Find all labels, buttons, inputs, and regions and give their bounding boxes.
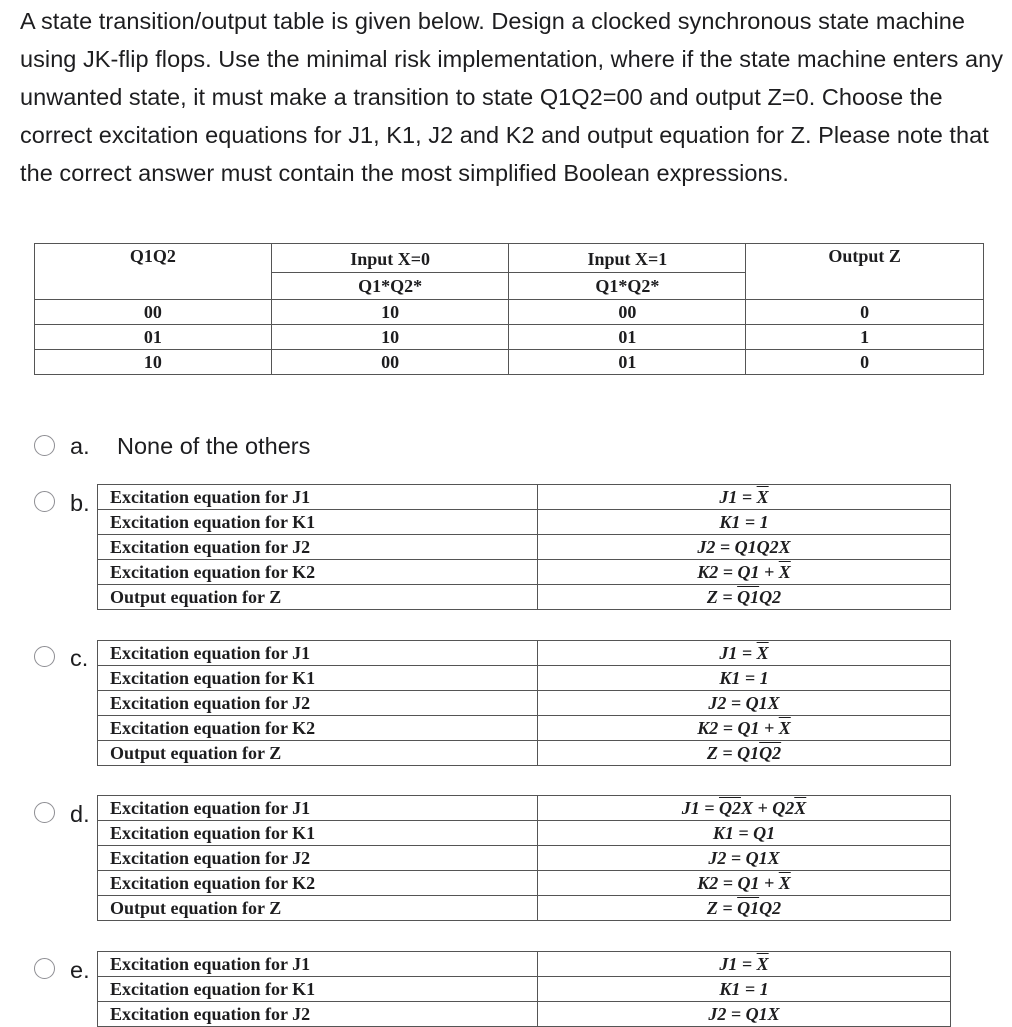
subheader-next-state-x1: Q1*Q2* bbox=[509, 273, 746, 300]
table-row bbox=[98, 821, 951, 846]
radio-button-e[interactable] bbox=[34, 958, 55, 979]
header-output-z: Output Z bbox=[746, 244, 984, 273]
table-row bbox=[98, 977, 951, 1002]
header-input-x0: Input X=0 bbox=[271, 244, 509, 273]
equation-label: Excitation equation for K1 bbox=[98, 666, 538, 691]
radio-button-b[interactable] bbox=[34, 491, 55, 512]
equation-label: Excitation equation for J2 bbox=[98, 1002, 538, 1027]
option-c-equation-table bbox=[97, 640, 951, 766]
table-row bbox=[98, 1002, 951, 1027]
table-row bbox=[98, 871, 951, 896]
radio-button-d[interactable] bbox=[34, 802, 55, 823]
option-d-equation-table bbox=[97, 795, 951, 921]
table-cell: 10 bbox=[271, 325, 509, 350]
table-cell: 01 bbox=[35, 325, 272, 350]
table-row bbox=[98, 485, 951, 510]
equation-label: Excitation equation for K2 bbox=[98, 871, 538, 896]
table-row bbox=[98, 641, 951, 666]
table-row bbox=[98, 510, 951, 535]
equation-k1: K1 = 1 bbox=[538, 977, 951, 1002]
equation-k1: K1 = 1 bbox=[538, 510, 951, 535]
table-row bbox=[98, 716, 951, 741]
equation-k2: $K2 = Q1 + \overline{X}$ bbox=[538, 560, 951, 585]
equation-j2: J2 = Q1X bbox=[538, 846, 951, 871]
equation-label: Excitation equation for J1 bbox=[98, 796, 538, 821]
option-letter: a. bbox=[70, 433, 90, 459]
equation-j1: $J1 = \overline{X}$ bbox=[538, 485, 951, 510]
equation-label: Excitation equation for J2 bbox=[98, 535, 538, 560]
equation-label: Excitation equation for J1 bbox=[98, 952, 538, 977]
equation-label: Output equation for Z bbox=[98, 585, 538, 610]
table-cell: 00 bbox=[509, 300, 746, 325]
table-row bbox=[98, 741, 951, 766]
table-row bbox=[98, 846, 951, 871]
table-row bbox=[98, 952, 951, 977]
subheader-next-state-x0: Q1*Q2* bbox=[271, 273, 509, 300]
equation-label: Excitation equation for J1 bbox=[98, 485, 538, 510]
radio-button-c[interactable] bbox=[34, 646, 55, 667]
table-row bbox=[98, 535, 951, 560]
table-cell: 00 bbox=[271, 350, 509, 375]
equation-label: Excitation equation for K1 bbox=[98, 821, 538, 846]
equation-j2: J2 = Q1X bbox=[538, 691, 951, 716]
table-cell: 01 bbox=[509, 325, 746, 350]
equation-z: Z = Q1Q2 bbox=[538, 741, 951, 766]
state-transition-table bbox=[34, 243, 984, 375]
option-e-equation-table bbox=[97, 951, 951, 1027]
table-row bbox=[98, 691, 951, 716]
table-cell: 10 bbox=[271, 300, 509, 325]
equation-label: Excitation equation for K2 bbox=[98, 716, 538, 741]
equation-j1: $J1 = \overline{X}$ bbox=[538, 952, 951, 977]
question-text: A state transition/output table is given below. Design a clocked synchronous state machine using JK-flip flops. Use the minimal risk implementation, where if the state machine enters any unwanted state, it must make a transition to state Q1Q2=00 and output Z=0. Choose the correct excitation equations for J1, K1, J2 and K2 and output equation for Z. Please note that the correct answer must contain the most simplified Boolean expressions. bbox=[20, 8, 1004, 186]
option-a-text: None of the others bbox=[117, 433, 311, 459]
option-letter: b. bbox=[70, 490, 90, 516]
equation-label: Excitation equation for J1 bbox=[98, 641, 538, 666]
equation-label: Excitation equation for K1 bbox=[98, 977, 538, 1002]
table-row bbox=[98, 796, 951, 821]
equation-label: Excitation equation for J2 bbox=[98, 691, 538, 716]
equation-j1: $J1 = Q2X + Q2\overline{X}$ bbox=[538, 796, 951, 821]
table-row bbox=[35, 325, 984, 350]
table-row bbox=[35, 300, 984, 325]
equation-k1: K1 = 1 bbox=[538, 666, 951, 691]
equation-k2: $K2 = Q1 + \overline{X}$ bbox=[538, 871, 951, 896]
equation-j1: $J1 = \overline{X}$ bbox=[538, 641, 951, 666]
equation-k2: $K2 = Q1 + \overline{X}$ bbox=[538, 716, 951, 741]
option-letter: e. bbox=[70, 957, 90, 983]
equation-label: Excitation equation for J2 bbox=[98, 846, 538, 871]
equation-j2: J2 = Q1X bbox=[538, 1002, 951, 1027]
table-cell: 10 bbox=[35, 350, 272, 375]
equation-j2: J2 = Q1Q2X bbox=[538, 535, 951, 560]
equation-label: Output equation for Z bbox=[98, 741, 538, 766]
table-row bbox=[98, 560, 951, 585]
equation-k1: K1 = Q1 bbox=[538, 821, 951, 846]
table-cell: 0 bbox=[746, 350, 984, 375]
table-cell: 0 bbox=[746, 300, 984, 325]
table-row bbox=[35, 350, 984, 375]
equation-label: Excitation equation for K1 bbox=[98, 510, 538, 535]
table-cell: 1 bbox=[746, 325, 984, 350]
equation-label: Excitation equation for K2 bbox=[98, 560, 538, 585]
table-row bbox=[98, 896, 951, 921]
equation-z: Z = Q1Q2 bbox=[538, 896, 951, 921]
header-input-x1: Input X=1 bbox=[509, 244, 746, 273]
table-row bbox=[98, 585, 951, 610]
table-cell: 01 bbox=[509, 350, 746, 375]
option-b-equation-table bbox=[97, 484, 951, 610]
table-row bbox=[98, 666, 951, 691]
option-letter: c. bbox=[70, 645, 89, 671]
table-cell: 00 bbox=[35, 300, 272, 325]
equation-z: Z = Q1Q2 bbox=[538, 585, 951, 610]
option-letter: d. bbox=[70, 801, 90, 827]
equation-label: Output equation for Z bbox=[98, 896, 538, 921]
header-q1q2: Q1Q2 bbox=[35, 244, 272, 273]
radio-button-a[interactable] bbox=[34, 435, 55, 456]
